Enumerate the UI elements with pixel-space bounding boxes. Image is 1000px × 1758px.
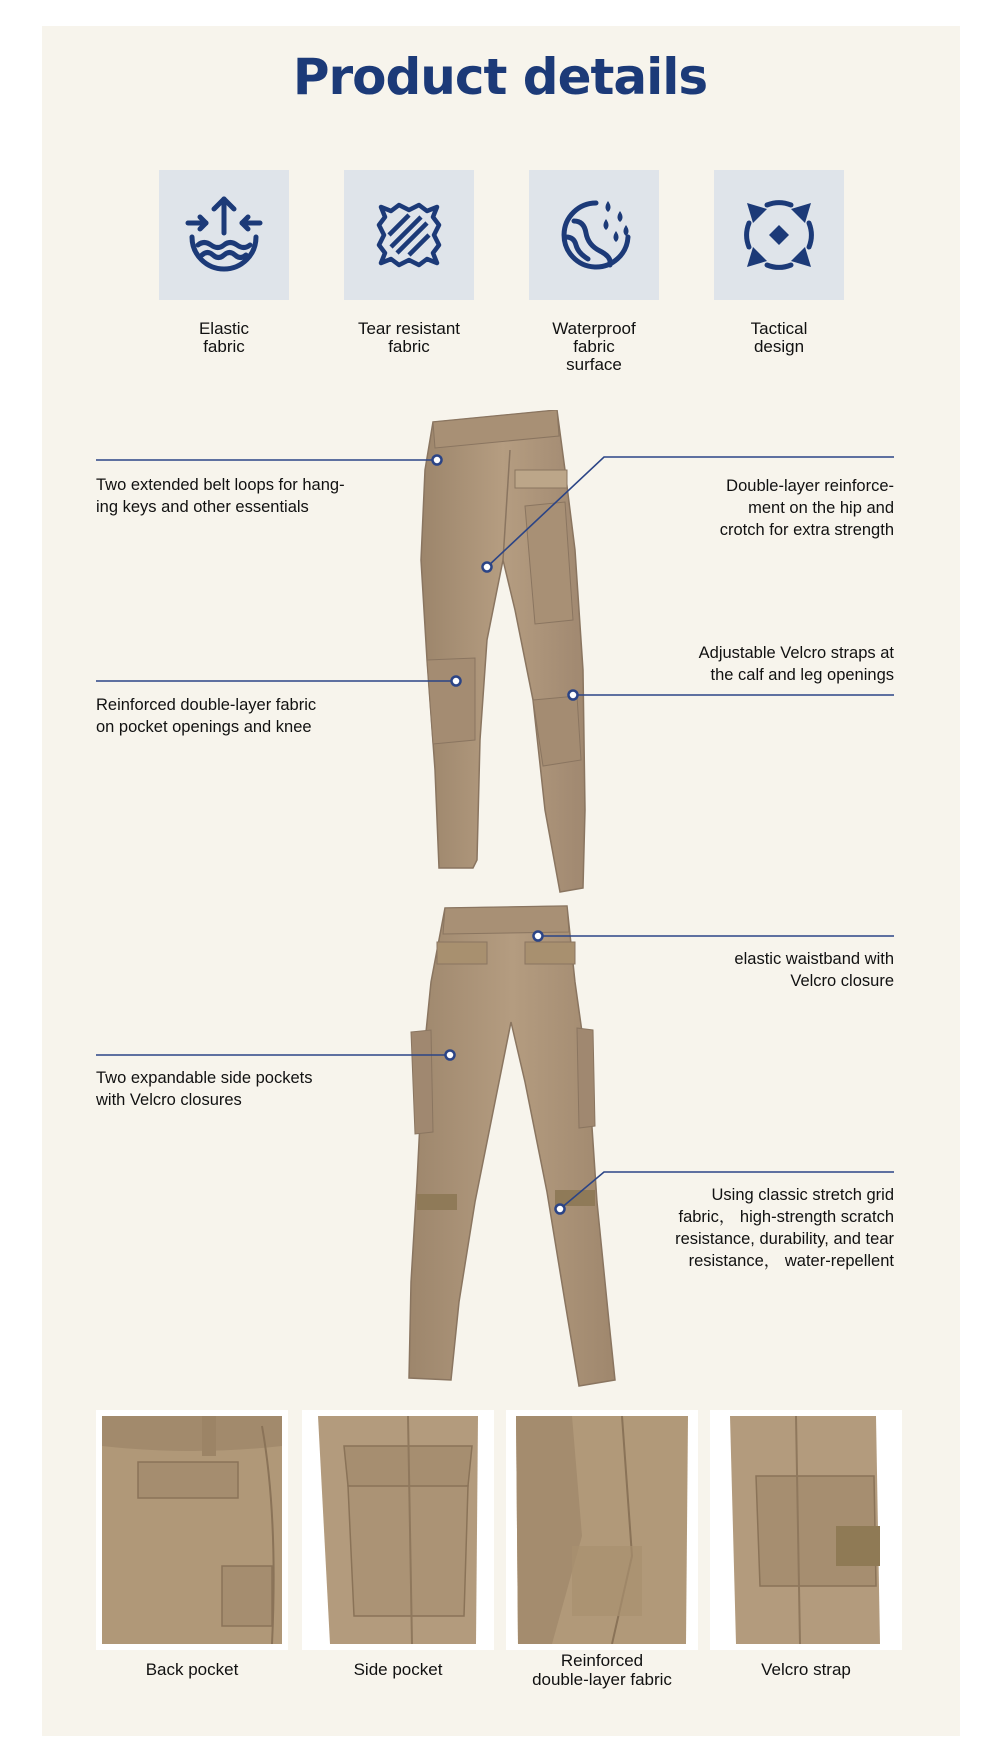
- callout-hip-reinforcement: Double-layer reinforce- ment on the hip and crotch for extra strength: [719, 477, 894, 539]
- callout-velcro-straps: Adjustable Velcro straps at the calf and leg openings: [698, 644, 894, 684]
- reinforced-fabric-image: [512, 1416, 692, 1644]
- callout-stretch-grid: Using classic stretch grid fabric， high-strength scratch resistance, durability, and tear resistance， water-repellent: [675, 1186, 894, 1270]
- thumbnail-label: Reinforced double-layer fabric: [532, 1651, 672, 1689]
- callout-knee-reinforcement: Reinforced double-layer fabric on pocket openings and knee: [96, 696, 317, 736]
- feature-label: Waterproof fabric surface: [552, 319, 636, 374]
- feature-label: Tear resistant fabric: [357, 319, 461, 356]
- tear-resistant-icon: [369, 195, 449, 275]
- feature-icon-box: [159, 170, 289, 300]
- tactical-icon: [737, 193, 821, 277]
- back-pocket-image: [102, 1416, 282, 1644]
- front-pants-image: [415, 410, 595, 896]
- velcro-strap-image: [716, 1416, 896, 1644]
- feature-icon-box: [529, 170, 659, 300]
- thumbnail-label: Velcro strap: [761, 1660, 851, 1679]
- thumbnail-side-pocket: [302, 1410, 494, 1650]
- side-pocket-image: [308, 1416, 488, 1644]
- feature-label: Tactical design: [750, 319, 808, 356]
- thumbnail-back-pocket: [96, 1410, 288, 1650]
- waterproof-icon: [552, 193, 636, 277]
- feature-icon-box: [344, 170, 474, 300]
- thumbnail-label: Back pocket: [145, 1660, 239, 1679]
- feature-waterproof: [529, 170, 659, 374]
- feature-icon-box: [714, 170, 844, 300]
- elastic-icon: [182, 193, 266, 277]
- thumbnail-label: Side pocket: [353, 1660, 443, 1679]
- feature-tactical: [714, 170, 844, 356]
- page-title: Product details: [292, 48, 708, 106]
- thumbnail-reinforced-fabric: [506, 1410, 698, 1650]
- feature-elastic: [159, 170, 289, 356]
- thumbnail-velcro-strap: [710, 1410, 902, 1650]
- feature-tear-resistant: [344, 170, 474, 356]
- callout-waistband: elastic waistband with Velcro closure: [734, 950, 894, 990]
- callout-belt-loops: Two extended belt loops for hang- ing keys and other essentials: [96, 476, 345, 516]
- feature-label: Elastic fabric: [198, 319, 250, 356]
- back-pants-image: [397, 902, 627, 1392]
- callout-side-pockets: Two expandable side pockets with Velcro closures: [96, 1069, 313, 1109]
